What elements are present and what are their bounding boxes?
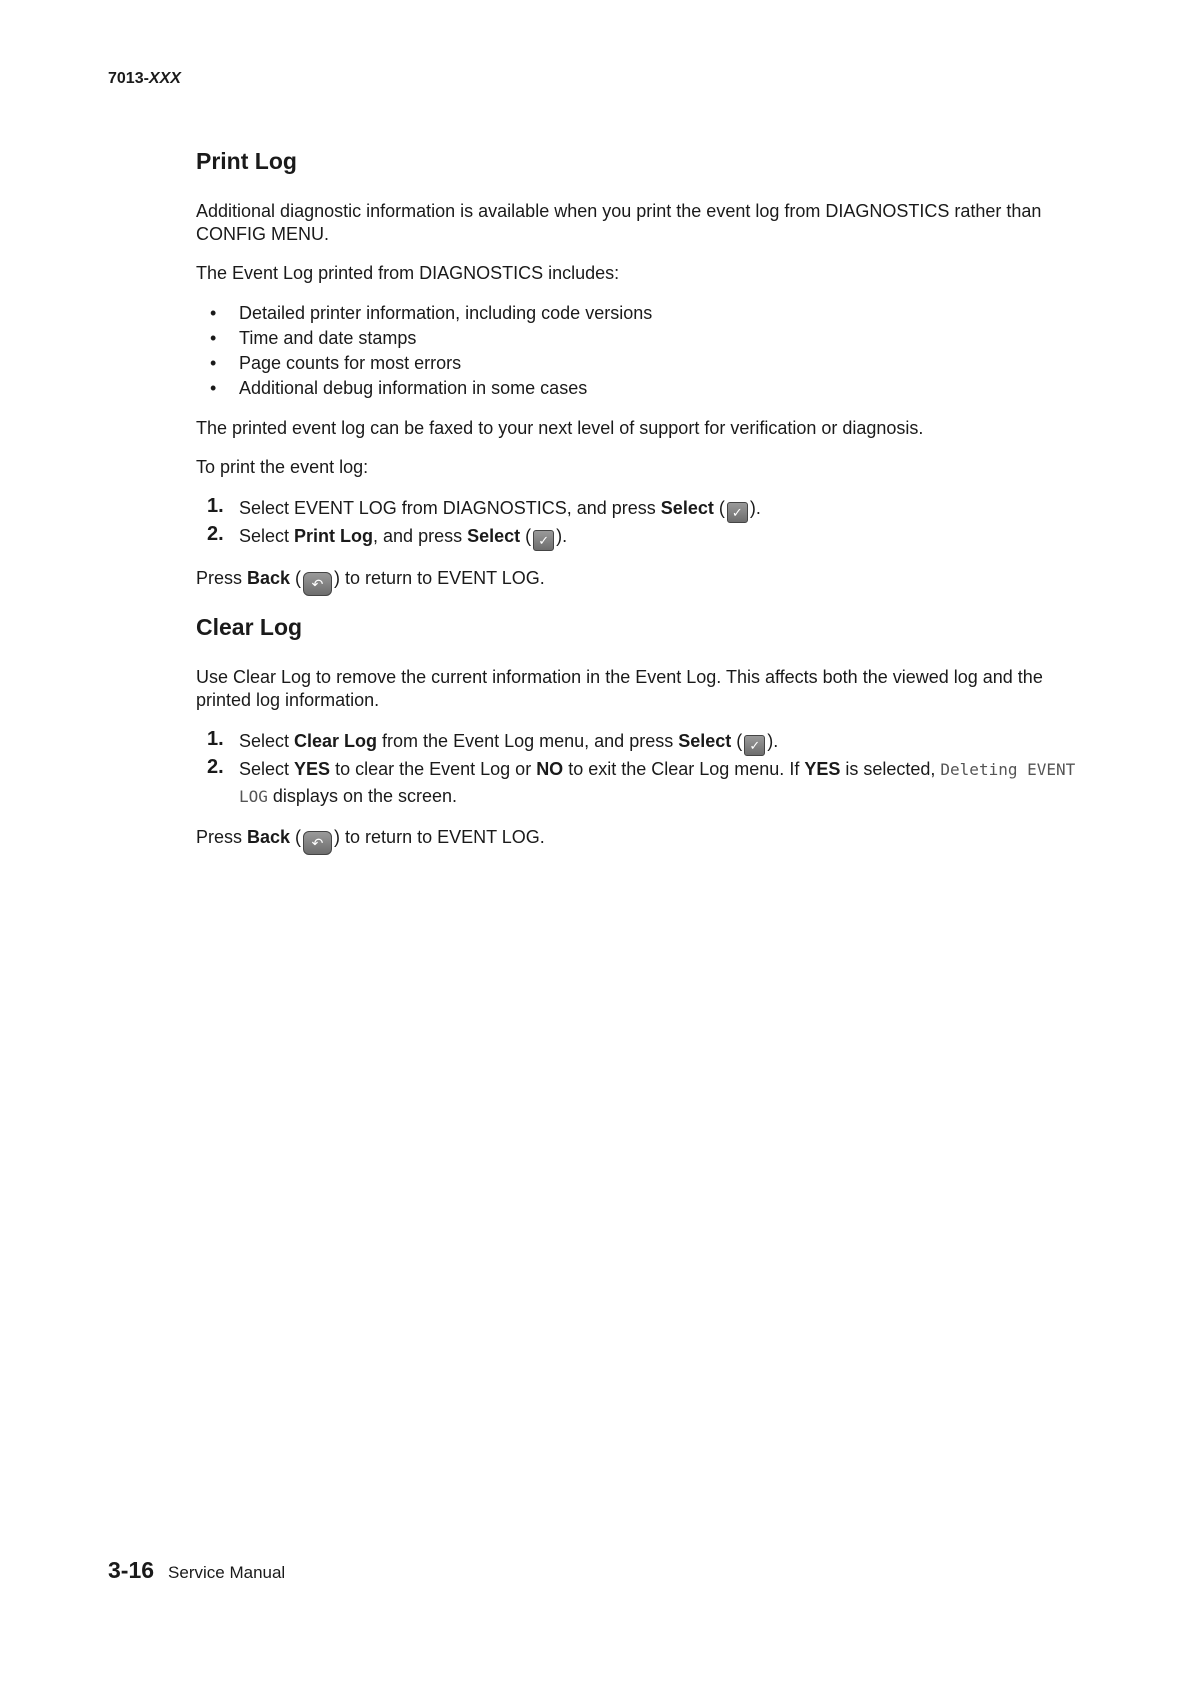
note-text: (: [290, 827, 302, 847]
step-bold: Select: [678, 731, 732, 751]
display-message: Deleting EVENT LOG: [239, 760, 1076, 806]
page-number: 3-16: [108, 1557, 155, 1583]
bullet-icon: •: [210, 378, 217, 398]
step-item: [196, 495, 1096, 523]
back-arrow-icon: ↶: [303, 572, 332, 596]
step-text: (: [731, 731, 743, 751]
check-icon: ✓: [744, 735, 765, 756]
clear-log-steps: [196, 728, 1096, 810]
step-number: 1.: [207, 495, 224, 517]
note-text: ) to return to EVENT LOG.: [334, 827, 545, 847]
step-item: [196, 728, 1096, 756]
clear-log-intro: Use Clear Log to remove the current information in the Event Log. This affects both the viewed log and the printed log information.: [196, 667, 1043, 710]
bullet-icon: •: [210, 328, 217, 348]
note-bold: Back: [247, 827, 291, 847]
list-item: [196, 326, 1096, 351]
bullet-icon: •: [210, 303, 217, 323]
manual-title: Service Manual: [168, 1563, 286, 1582]
step-bold: Clear Log: [294, 731, 378, 751]
step-item: [196, 756, 1096, 810]
list-item-text: Time and date stamps: [239, 328, 417, 348]
includes-list: [196, 301, 1096, 401]
list-item-text: Page counts for most errors: [239, 353, 462, 373]
print-log-heading: Print Log: [196, 148, 297, 174]
step-number: 1.: [207, 728, 224, 750]
step-text: to clear the Event Log or: [330, 759, 537, 779]
clear-log-back-note: [196, 826, 1096, 855]
model-suffix: XXX: [148, 70, 181, 87]
step-text: ).: [767, 731, 779, 751]
step-text: (: [520, 526, 532, 546]
note-text: (: [290, 568, 302, 588]
fax-note: The printed event log can be faxed to your next level of support for verification or diagnosis.: [196, 418, 924, 438]
main-content: [196, 138, 1096, 871]
step-text: ).: [749, 498, 761, 518]
step-bold: Print Log: [294, 526, 374, 546]
back-arrow-icon: ↶: [303, 831, 332, 855]
step-text: from the Event Log menu, and press: [377, 731, 679, 751]
steps-lead: To print the event log:: [196, 457, 369, 477]
step-text: displays on the screen.: [267, 786, 458, 806]
clear-log-heading: Clear Log: [196, 614, 303, 640]
page-footer: [108, 1557, 285, 1584]
step-bold: Select: [660, 498, 714, 518]
includes-lead: The Event Log printed from DIAGNOSTICS includes:: [196, 263, 620, 283]
print-log-steps: [196, 495, 1096, 551]
step-bold: NO: [536, 759, 564, 779]
note-text: Press: [196, 568, 248, 588]
check-icon: ✓: [533, 530, 554, 551]
check-icon: ✓: [727, 502, 748, 523]
step-text: Select: [239, 731, 295, 751]
page-header: [108, 70, 181, 88]
bullet-icon: •: [210, 353, 217, 373]
step-text: Select: [239, 526, 295, 546]
note-text: Press: [196, 827, 248, 847]
list-item: [196, 301, 1096, 326]
step-text: Select: [239, 759, 295, 779]
step-text: , and press: [373, 526, 468, 546]
step-item: [196, 523, 1096, 551]
print-log-intro: Additional diagnostic information is available when you print the event log from DIAGNOSTICS rather than CONFIG MENU.: [196, 201, 1042, 244]
step-text: is selected,: [840, 759, 941, 779]
step-bold: YES: [804, 759, 841, 779]
list-item: [196, 351, 1096, 376]
step-bold: Select: [467, 526, 521, 546]
step-text: Select EVENT LOG from DIAGNOSTICS, and press: [239, 498, 661, 518]
step-number: 2.: [207, 523, 224, 545]
step-bold: YES: [294, 759, 331, 779]
step-text: to exit the Clear Log menu. If: [563, 759, 805, 779]
list-item: [196, 376, 1096, 401]
note-text: ) to return to EVENT LOG.: [334, 568, 545, 588]
step-text: ).: [556, 526, 568, 546]
step-number: 2.: [207, 756, 224, 778]
step-text: (: [713, 498, 725, 518]
model-prefix: 7013-: [108, 70, 149, 87]
print-log-back-note: [196, 567, 1096, 596]
list-item-text: Additional debug information in some cases: [239, 378, 588, 398]
note-bold: Back: [247, 568, 291, 588]
list-item-text: Detailed printer information, including code versions: [239, 303, 653, 323]
